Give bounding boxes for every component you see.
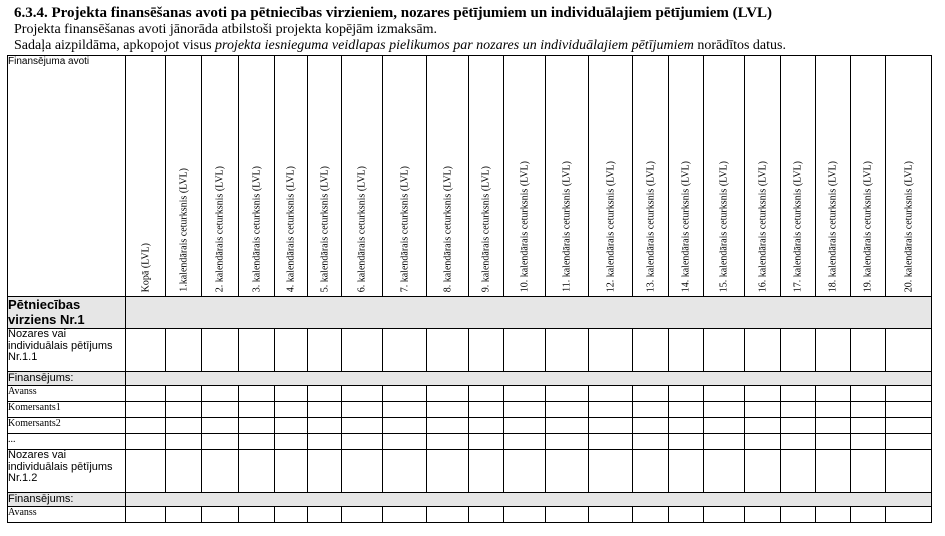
value-cell[interactable] [427,450,469,493]
column-header-11 [546,56,589,297]
shaded-merged-cell [126,493,932,507]
value-cell[interactable] [669,386,704,402]
value-cell[interactable] [851,329,886,372]
value-cell[interactable] [504,329,546,372]
value-cell[interactable] [383,450,427,493]
value-cell[interactable] [342,386,383,402]
value-cell[interactable] [342,418,383,434]
column-header-label: 1.kalendārais ceturksnis (LVL) [178,168,189,292]
value-cell[interactable] [704,418,745,434]
value-cell[interactable] [469,329,504,372]
value-cell[interactable] [745,434,781,450]
value-cell[interactable] [126,386,166,402]
value-cell[interactable] [745,386,781,402]
value-cell[interactable] [745,329,781,372]
column-header-label: 5. kalendārais ceturksnis (LVL) [319,165,330,292]
value-cell[interactable] [166,329,202,372]
column-header-4 [275,56,308,297]
value-cell[interactable] [308,386,342,402]
value-cell[interactable] [851,418,886,434]
value-cell[interactable] [383,329,427,372]
value-cell[interactable] [469,450,504,493]
column-header-label: 2. kalendārais ceturksnis (LVL) [214,165,226,292]
value-cell[interactable] [546,386,589,402]
value-cell[interactable] [546,418,589,434]
row-label-advance1: Avanss [8,386,126,402]
value-cell[interactable] [308,434,342,450]
row-label-merchant1: Komersants1 [8,402,126,418]
value-cell[interactable] [886,450,932,493]
column-header-label: 10. kalendārais ceturksnis (LVL) [519,160,530,292]
table-header-row [8,56,932,297]
value-cell[interactable] [669,418,704,434]
value-cell[interactable] [704,386,745,402]
column-header-label: 19. kalendārais ceturksnis (LVL) [862,160,874,292]
value-cell[interactable] [546,450,589,493]
value-cell[interactable] [308,329,342,372]
value-cell[interactable] [166,386,202,402]
corner-header: Finansējuma avoti [8,56,126,297]
value-cell[interactable] [239,507,275,523]
value-cell[interactable] [427,434,469,450]
column-header-label: 12. kalendārais ceturksnis (LVL) [605,160,616,292]
column-header-label: 4. kalendārais ceturksnis (LVL) [285,165,297,292]
value-cell[interactable] [166,434,202,450]
value-cell[interactable] [427,386,469,402]
value-cell[interactable] [669,450,704,493]
value-cell[interactable] [781,329,816,372]
value-cell[interactable] [202,434,239,450]
column-header-2 [202,56,239,297]
column-header-18 [816,56,851,297]
value-cell[interactable] [633,386,669,402]
value-cell[interactable] [781,418,816,434]
table-row-direction [8,297,932,329]
value-cell[interactable] [239,402,275,418]
value-cell[interactable] [126,329,166,372]
value-cell[interactable] [275,329,308,372]
value-cell[interactable] [383,386,427,402]
table-row-study2 [8,450,932,493]
fill-instruction-suffix: norādītos datus. [693,38,786,53]
value-cell[interactable] [275,386,308,402]
row-label-funding2: Finansējums: [8,493,126,507]
column-header-3 [239,56,275,297]
value-cell[interactable] [427,402,469,418]
column-header-label: 17. kalendārais ceturksnis (LVL) [792,160,804,292]
value-cell[interactable] [308,507,342,523]
value-cell[interactable] [816,434,851,450]
row-label-study2: Nozares vai individuālais pētījums Nr.1.2 [8,450,126,493]
value-cell[interactable] [704,402,745,418]
value-cell[interactable] [383,402,427,418]
table-row-merchant1 [8,402,932,418]
value-cell[interactable] [669,434,704,450]
value-cell[interactable] [816,329,851,372]
row-label-study1: Nozares vai individuālais pētījums Nr.1.1 [8,329,126,372]
value-cell[interactable] [275,507,308,523]
value-cell[interactable] [342,450,383,493]
value-cell[interactable] [202,450,239,493]
value-cell[interactable] [166,450,202,493]
column-header-label: Kopā (LVL) [140,242,151,292]
value-cell[interactable] [816,402,851,418]
column-header-label: 6. kalendārais ceturksnis (LVL) [356,165,368,292]
value-cell[interactable] [166,418,202,434]
value-cell[interactable] [781,450,816,493]
row-label-advance2: Avanss [8,507,126,523]
value-cell[interactable] [202,386,239,402]
column-header-0 [126,56,166,297]
column-header-1 [166,56,202,297]
funding-sources-table [7,55,932,523]
column-header-10 [504,56,546,297]
shaded-merged-cell [126,297,932,329]
value-cell[interactable] [504,434,546,450]
value-cell[interactable] [342,507,383,523]
value-cell[interactable] [383,434,427,450]
value-cell[interactable] [166,507,202,523]
value-cell[interactable] [669,507,704,523]
value-cell[interactable] [126,450,166,493]
value-cell[interactable] [239,450,275,493]
column-header-6 [342,56,383,297]
value-cell[interactable] [469,434,504,450]
value-cell[interactable] [504,450,546,493]
column-header-label: 8. kalendārais ceturksnis (LVL) [442,165,453,292]
column-header-5 [308,56,342,297]
fill-instruction-text [14,38,786,54]
row-label-ellipsis: ... [8,434,126,450]
fill-instruction-italic: projekta iesnieguma veidlapas pielikumos par nozares un individuālajiem pētījumiem [215,38,694,53]
value-cell[interactable] [633,329,669,372]
value-cell[interactable] [202,329,239,372]
column-header-label: 3. kalendārais ceturksnis (LVL) [251,165,262,292]
value-cell[interactable] [342,402,383,418]
value-cell[interactable] [745,450,781,493]
value-cell[interactable] [704,434,745,450]
value-cell[interactable] [851,450,886,493]
value-cell[interactable] [781,507,816,523]
value-cell[interactable] [275,402,308,418]
column-header-label: 18. kalendārais ceturksnis (LVL) [827,160,839,292]
value-cell[interactable] [886,402,932,418]
value-cell[interactable] [239,418,275,434]
value-cell[interactable] [427,329,469,372]
table-row-funding1 [8,372,932,386]
value-cell[interactable] [669,402,704,418]
value-cell[interactable] [851,434,886,450]
column-header-label: 9. kalendārais ceturksnis (LVL) [480,165,492,292]
value-cell[interactable] [504,386,546,402]
column-header-8 [427,56,469,297]
value-cell[interactable] [704,507,745,523]
value-cell[interactable] [851,386,886,402]
column-header-9 [469,56,504,297]
table-row-ellipsis [8,434,932,450]
value-cell[interactable] [589,418,633,434]
column-header-12 [589,56,633,297]
row-label-direction: Pētniecības virziens Nr.1 [8,297,126,329]
value-cell[interactable] [886,329,932,372]
value-cell[interactable] [275,450,308,493]
value-cell[interactable] [633,507,669,523]
column-header-label: 20. kalendārais ceturksnis (LVL) [903,160,914,292]
value-cell[interactable] [342,329,383,372]
table-row-funding2 [8,493,932,507]
value-cell[interactable] [469,507,504,523]
value-cell[interactable] [202,507,239,523]
row-label-funding1: Finansējums: [8,372,126,386]
value-cell[interactable] [886,434,932,450]
value-cell[interactable] [546,507,589,523]
column-header-label: 13. kalendārais ceturksnis (LVL) [645,160,656,292]
column-header-20 [886,56,932,297]
value-cell[interactable] [589,507,633,523]
value-cell[interactable] [126,402,166,418]
value-cell[interactable] [589,402,633,418]
value-cell[interactable] [504,507,546,523]
value-cell[interactable] [427,418,469,434]
value-cell[interactable] [469,386,504,402]
value-cell[interactable] [308,402,342,418]
value-cell[interactable] [851,402,886,418]
column-header-label: 7. kalendārais ceturksnis (LVL) [399,165,410,292]
value-cell[interactable] [427,507,469,523]
column-header-19 [851,56,886,297]
column-header-13 [633,56,669,297]
column-header-15 [704,56,745,297]
value-cell[interactable] [633,450,669,493]
value-cell[interactable] [781,402,816,418]
column-header-14 [669,56,704,297]
instruction-text: Projekta finansēšanas avoti jānorāda atbilstoši projekta kopējām izmaksām. [14,22,437,37]
value-cell[interactable] [383,418,427,434]
value-cell[interactable] [851,507,886,523]
value-cell[interactable] [546,329,589,372]
value-cell[interactable] [589,386,633,402]
value-cell[interactable] [202,418,239,434]
value-cell[interactable] [704,450,745,493]
row-label-merchant2: Komersants2 [8,418,126,434]
table-row-advance2 [8,507,932,523]
shaded-merged-cell [126,372,932,386]
value-cell[interactable] [745,418,781,434]
value-cell[interactable] [816,507,851,523]
value-cell[interactable] [239,434,275,450]
value-cell[interactable] [504,418,546,434]
value-cell[interactable] [781,386,816,402]
value-cell[interactable] [469,402,504,418]
column-header-16 [745,56,781,297]
value-cell[interactable] [745,402,781,418]
table-row-merchant2 [8,418,932,434]
column-header-17 [781,56,816,297]
value-cell[interactable] [126,418,166,434]
fill-instruction-prefix: Sadaļa aizpildāma, apkopojot visus [14,38,216,53]
value-cell[interactable] [308,418,342,434]
table-row-advance1 [8,386,932,402]
column-header-7 [383,56,427,297]
value-cell[interactable] [886,507,932,523]
value-cell[interactable] [816,386,851,402]
value-cell[interactable] [745,507,781,523]
value-cell[interactable] [816,418,851,434]
value-cell[interactable] [704,329,745,372]
value-cell[interactable] [589,434,633,450]
value-cell[interactable] [239,329,275,372]
value-cell[interactable] [886,386,932,402]
value-cell[interactable] [546,402,589,418]
value-cell[interactable] [504,402,546,418]
value-cell[interactable] [342,434,383,450]
value-cell[interactable] [633,434,669,450]
column-header-label: 14. kalendārais ceturksnis (LVL) [680,160,692,292]
value-cell[interactable] [126,507,166,523]
value-cell[interactable] [669,329,704,372]
value-cell[interactable] [589,450,633,493]
value-cell[interactable] [886,418,932,434]
value-cell[interactable] [633,402,669,418]
value-cell[interactable] [166,402,202,418]
column-header-label: 16. kalendārais ceturksnis (LVL) [757,160,768,292]
column-header-label: 15. kalendārais ceturksnis (LVL) [718,160,730,292]
value-cell[interactable] [633,418,669,434]
value-cell[interactable] [202,402,239,418]
value-cell[interactable] [275,434,308,450]
value-cell[interactable] [469,418,504,434]
value-cell[interactable] [781,434,816,450]
section-heading: 6.3.4. Projekta finansēšanas avoti pa pētniecības virzieniem, nozares pētījumiem un individuālajiem pētījumiem (LVL) [14,5,773,21]
value-cell[interactable] [275,418,308,434]
column-header-label: 11. kalendārais ceturksnis (LVL) [561,161,573,292]
value-cell[interactable] [308,450,342,493]
value-cell[interactable] [546,434,589,450]
value-cell[interactable] [239,386,275,402]
value-cell[interactable] [816,450,851,493]
value-cell[interactable] [589,329,633,372]
value-cell[interactable] [383,507,427,523]
table-row-study1 [8,329,932,372]
value-cell[interactable] [126,434,166,450]
